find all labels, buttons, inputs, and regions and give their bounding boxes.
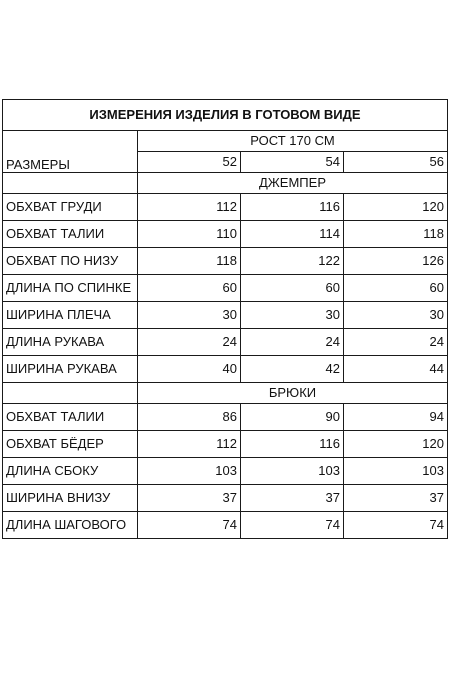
- measurement-value: 126: [344, 248, 448, 275]
- size-54: 54: [241, 152, 344, 173]
- table-row: [3, 458, 448, 485]
- measurement-value: 37: [241, 485, 344, 512]
- measurement-value: 24: [241, 329, 344, 356]
- measurement-value: 112: [138, 194, 241, 221]
- measurement-value: 37: [138, 485, 241, 512]
- jumper-section-title: ДЖЕМПЕР: [138, 173, 448, 194]
- measurement-value: 37: [344, 485, 448, 512]
- measurement-value: 112: [138, 431, 241, 458]
- section-blank-cell: [3, 173, 138, 194]
- measurement-value: 94: [344, 404, 448, 431]
- jumper-section-row: [3, 173, 448, 194]
- measurement-value: 40: [138, 356, 241, 383]
- table-row: [3, 431, 448, 458]
- measurement-value: 103: [241, 458, 344, 485]
- measurement-value: 118: [138, 248, 241, 275]
- measurement-value: 122: [241, 248, 344, 275]
- measurement-value: 116: [241, 194, 344, 221]
- measurement-value: 86: [138, 404, 241, 431]
- sizes-label: РАЗМЕРЫ: [3, 131, 138, 173]
- measurement-label: ДЛИНА ШАГОВОГО: [3, 512, 138, 539]
- measurement-label: ШИРИНА РУКАВА: [3, 356, 138, 383]
- measurement-value: 120: [344, 194, 448, 221]
- table-row: [3, 404, 448, 431]
- measurement-label: ДЛИНА СБОКУ: [3, 458, 138, 485]
- trousers-measurements: [3, 404, 448, 539]
- measurement-value: 90: [241, 404, 344, 431]
- measurement-value: 60: [138, 275, 241, 302]
- height-row: [3, 131, 448, 152]
- size-chart-table: [2, 99, 448, 539]
- measurement-value: 116: [241, 431, 344, 458]
- table-row: [3, 512, 448, 539]
- table-row: [3, 194, 448, 221]
- trousers-section-row: [3, 383, 448, 404]
- measurement-value: 60: [241, 275, 344, 302]
- table-row: [3, 221, 448, 248]
- measurement-value: 110: [138, 221, 241, 248]
- measurement-value: 118: [344, 221, 448, 248]
- measurement-value: 44: [344, 356, 448, 383]
- table-title: ИЗМЕРЕНИЯ ИЗДЕЛИЯ В ГОТОВОМ ВИДЕ: [3, 100, 448, 131]
- section-blank-cell: [3, 383, 138, 404]
- table-row: [3, 248, 448, 275]
- jumper-measurements: [3, 194, 448, 383]
- measurement-value: 30: [241, 302, 344, 329]
- size-52: 52: [138, 152, 241, 173]
- measurement-label: ОБХВАТ БЁДЕР: [3, 431, 138, 458]
- measurement-value: 103: [344, 458, 448, 485]
- measurement-label: ШИРИНА ПЛЕЧА: [3, 302, 138, 329]
- measurement-label: ОБХВАТ ТАЛИИ: [3, 221, 138, 248]
- table-row: [3, 329, 448, 356]
- measurement-label: ДЛИНА РУКАВА: [3, 329, 138, 356]
- size-56: 56: [344, 152, 448, 173]
- measurement-label: ДЛИНА ПО СПИНКЕ: [3, 275, 138, 302]
- table-row: [3, 356, 448, 383]
- table-row: [3, 275, 448, 302]
- table-row: [3, 302, 448, 329]
- table-row: [3, 485, 448, 512]
- measurement-label: ОБХВАТ ГРУДИ: [3, 194, 138, 221]
- height-label: РОСТ 170 СМ: [138, 131, 448, 152]
- measurement-value: 24: [344, 329, 448, 356]
- measurement-value: 30: [344, 302, 448, 329]
- measurement-value: 74: [344, 512, 448, 539]
- measurement-value: 114: [241, 221, 344, 248]
- measurement-label: ШИРИНА ВНИЗУ: [3, 485, 138, 512]
- measurement-value: 74: [241, 512, 344, 539]
- measurement-value: 120: [344, 431, 448, 458]
- measurement-value: 30: [138, 302, 241, 329]
- title-row: [3, 100, 448, 131]
- measurement-label: ОБХВАТ ТАЛИИ: [3, 404, 138, 431]
- measurement-value: 60: [344, 275, 448, 302]
- measurement-label: ОБХВАТ ПО НИЗУ: [3, 248, 138, 275]
- measurement-value: 74: [138, 512, 241, 539]
- trousers-section-title: БРЮКИ: [138, 383, 448, 404]
- measurement-value: 103: [138, 458, 241, 485]
- measurement-value: 24: [138, 329, 241, 356]
- measurement-value: 42: [241, 356, 344, 383]
